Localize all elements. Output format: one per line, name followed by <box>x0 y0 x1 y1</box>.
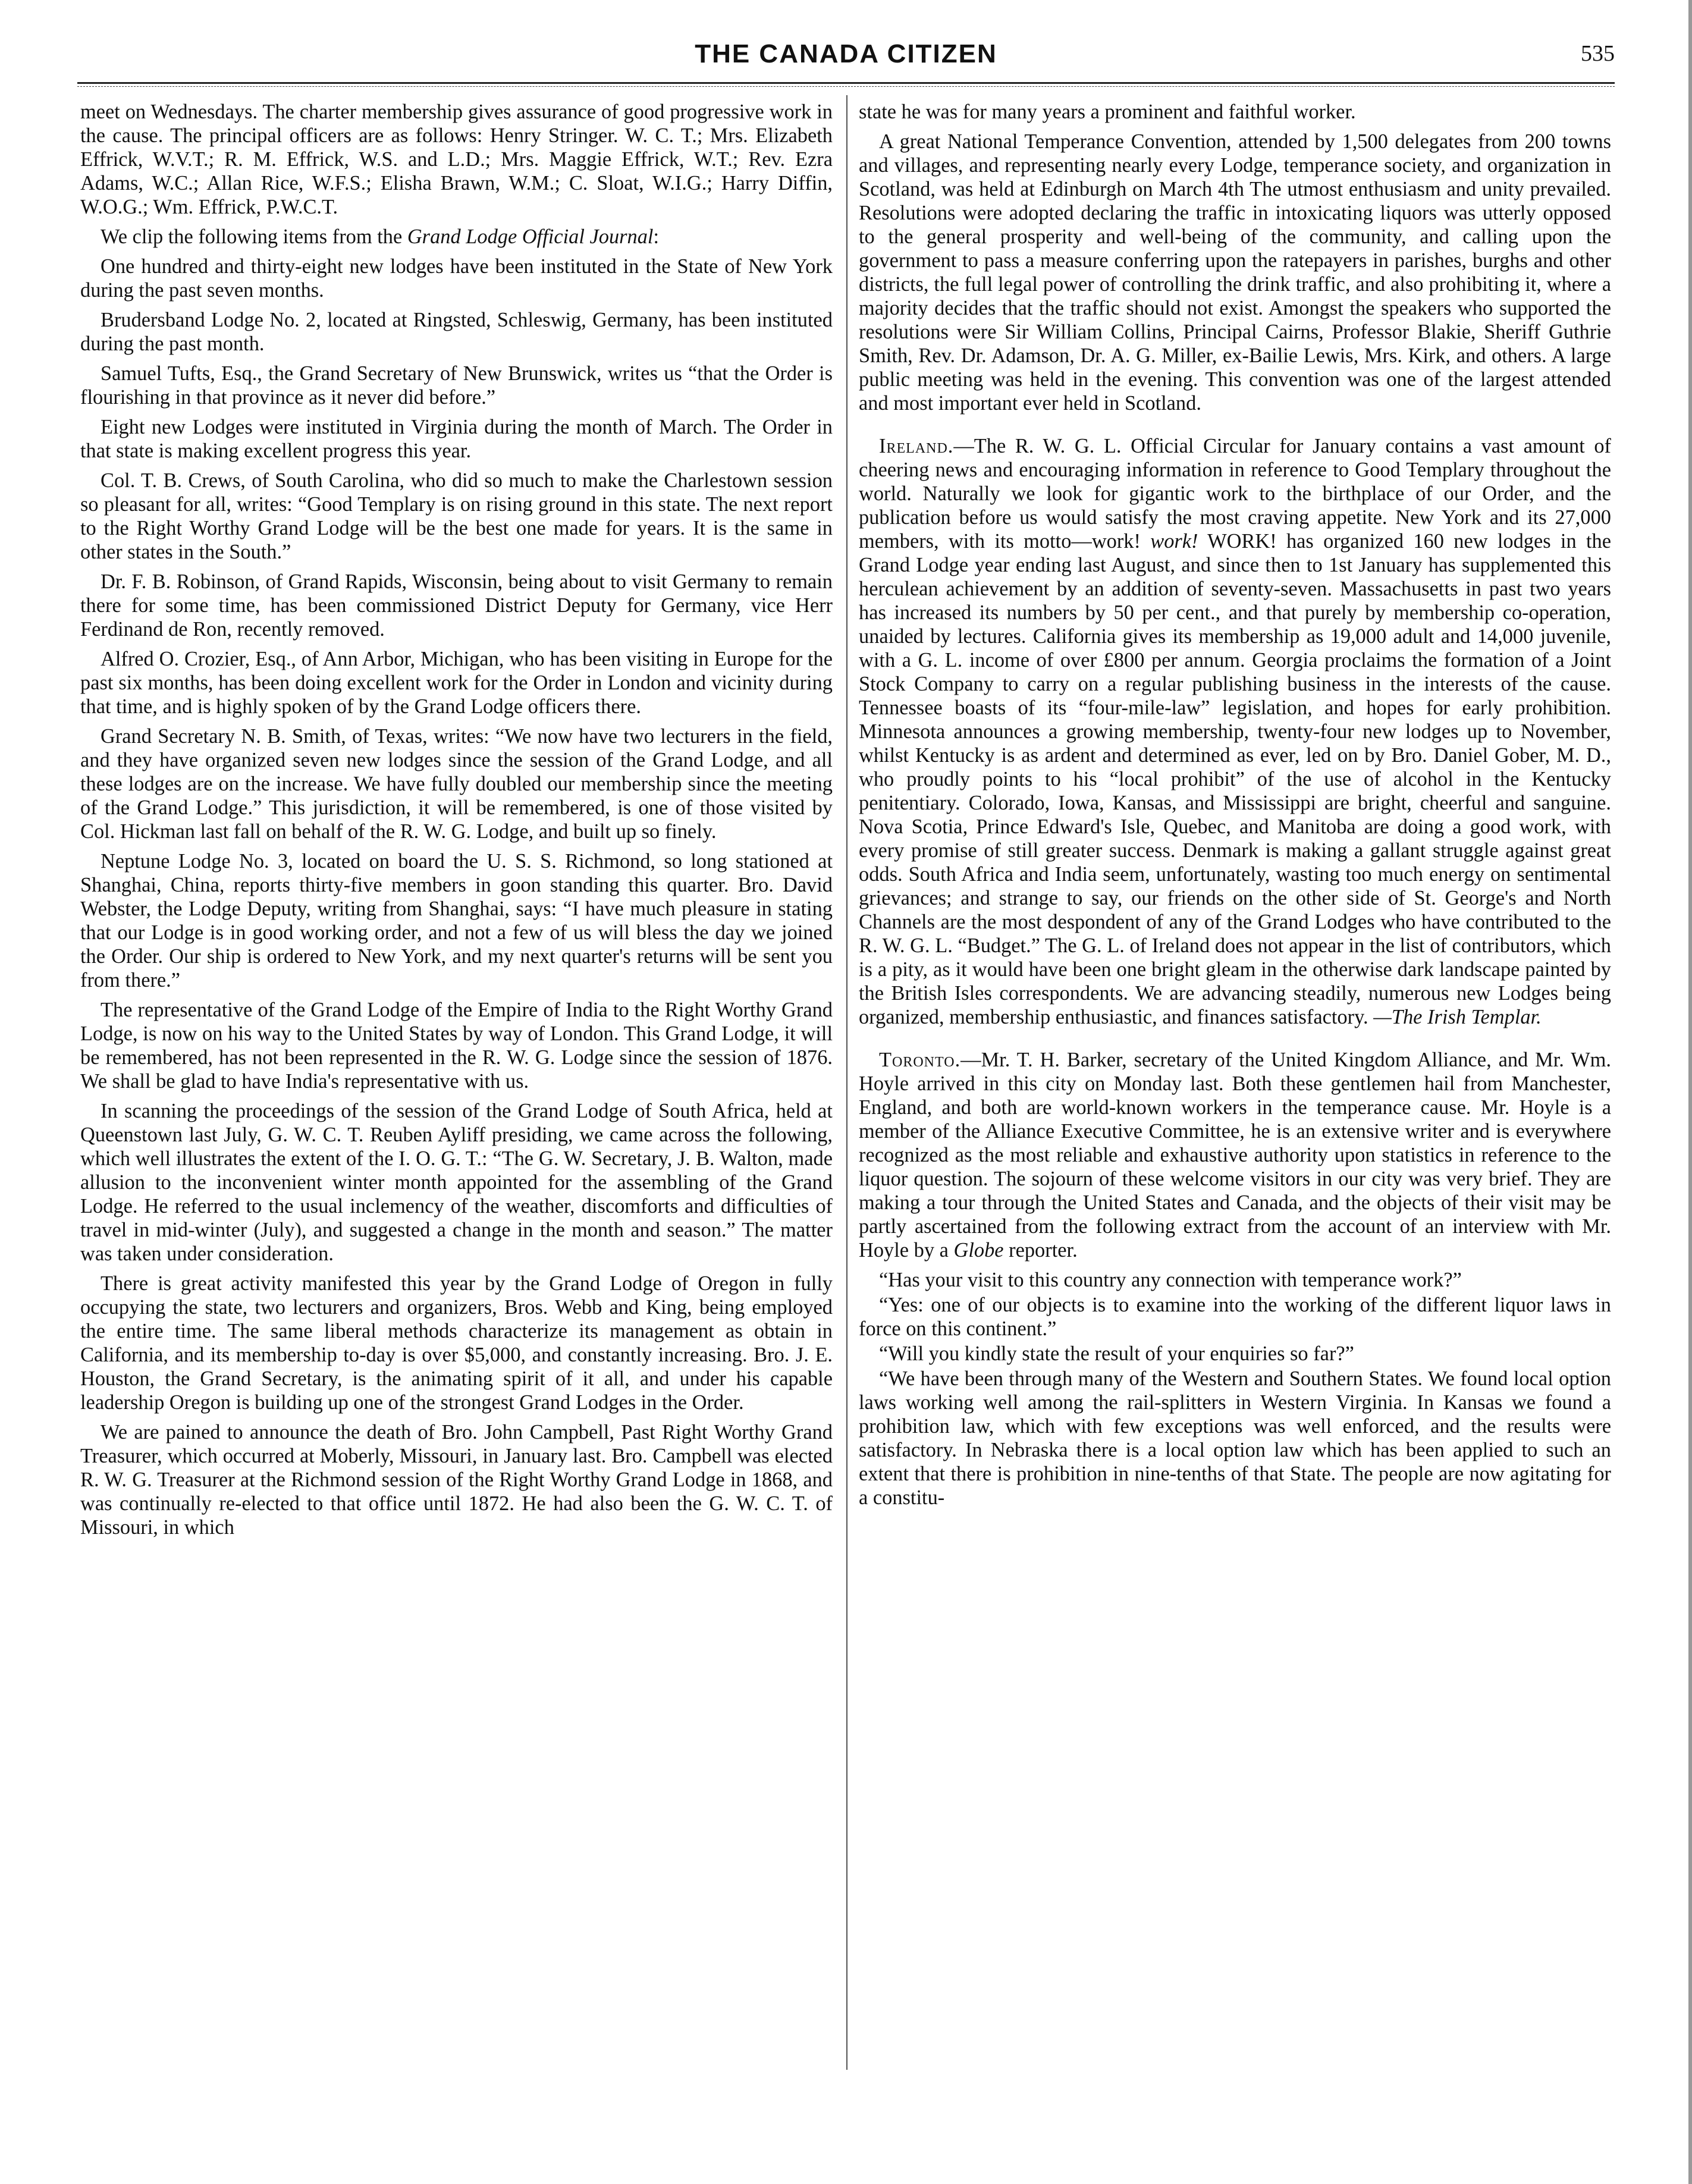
journal-title: Grand Lodge Official Journal <box>407 225 654 248</box>
page-number: 535 <box>1581 41 1615 66</box>
section-heading-toronto: Toronto. <box>879 1049 961 1071</box>
section-heading-ireland: Ireland. <box>879 435 954 457</box>
interview-question: “Will you kindly state the result of your enquiries so far?” <box>879 1342 1354 1365</box>
paragraph: The representative of the Grand Lodge of the Empire of India to the Right Worthy Grand Lodge, is now on his way to the United States by way of London. This Grand Lodge, it will be remembered, has not been represented in the R. W. G. Lodge since the session of 1876. We shall be glad to have India's representative with us. <box>80 999 833 1093</box>
paragraph: state he was for many years a prominent and faithful worker. <box>859 101 1356 123</box>
interview-answer: “Yes: one of our objects is to examine into the working of the different liquor laws in force on this continent.” <box>859 1294 1611 1340</box>
paragraph: Alfred O. Crozier, Esq., of Ann Arbor, Michigan, who has been visiting in Europe for the past six months, has been doing excellent work for the Order in London and vicinity during that time, and is highly spoken of by the Grand Lodge officers there. <box>80 648 833 718</box>
paragraph: Grand Secretary N. B. Smith, of Texas, writes: “We now have two lecturers in the field, and they have organized seven new lodges since the session of the Grand Lodge, and all these lodges are on the increase. We have fully doubled our membership since the meeting of the Grand Lodge.” This jurisdiction, it will be remembered, is one of those visited by Col. Hickman last fall on behalf of the R. W. G. Lodge, and built up so finely. <box>80 725 833 843</box>
paragraph: Dr. F. B. Robinson, of Grand Rapids, Wisconsin, being about to visit Germany to remain there for some time, has been commissioned District Deputy for Germany, vice Herr Ferdinand de Ron, recently removed. <box>80 570 833 641</box>
paragraph: Samuel Tufts, Esq., the Grand Secretary of New Brunswick, writes us “that the Order is flourishing in that province as it never did before.” <box>80 362 833 409</box>
paragraph: meet on Wednesdays. The charter membership gives assurance of good progressive work in the cause. The principal officers are as follows: Henry Stringer. W. C. T.; Mrs. Elizabeth Effrick, W.V.T.; R. M. Effrick, W.S. and L.D.; Mrs. Maggie Effrick, W.T.; Rev. Ezra Adams, W.C.; Allan Rice, W.F.S.; Elisha Brawn, W.M.; C. Sloat, W.I.G.; Harry Diffin, W.O.G.; Wm. Effrick, P.W.C.T. <box>80 101 833 218</box>
interview-question: “Has your visit to this country any connection with temperance work?” <box>879 1269 1462 1291</box>
paragraph: Eight new Lodges were instituted in Virginia during the month of March. The Order in that state is making excellent progress this year. <box>80 416 833 462</box>
paragraph: Neptune Lodge No. 3, located on board the U. S. S. Richmond, so long stationed at Shanghai, China, reports thirty-five members in goon standing this quarter. Bro. David Webster, the Lodge Deputy, writing from Shanghai, says: “I have much pleasure in stating that our Lodge is in good working order, and not a few of us will bless the day we joined the Order. Our ship is ordered to New York, and my next quarter's returns will be sent you from there.” <box>80 850 833 991</box>
paragraph-ireland: Ireland.—The R. W. G. L. Official Circular for January contains a vast amount of cheering news and encouraging information in reference to Good Templary throughout the world. Naturally we look for gigantic work to the birthplace of our Order, and the publication before us would satisfy the most craving appetite. New York and its 27,000 members, with its motto—work! work! WORK! has organized 160 new lodges in the Grand Lodge year ending last August, and since then to 1st January has supplemented this herculean achievement by an addition of seventy-seven. Massachusetts in past two years has increased its numbers by 50 per cent., and that purely by membership co-operation, unaided by lectures. California gives its membership as 19,000 adult and 14,000 juvenile, with a G. L. income of over £800 per annum. Georgia proclaims the formation of a Joint Stock Company to carry on a regular publishing business in the interests of the cause. Tennessee boasts of its “four-mile-law” legislation, and hopes for early prohibition. Minnesota announces a growing membership, twenty-four new lodges up to November, whilst Kentucky is as ardent and determined as ever, led on by Bro. Daniel Gober, M. D., who proudly points to his “local prohibit” of the use of alcohol in the Kentucky penitentiary. Colorado, Iowa, Kansas, and Mississippi are bright, cheerful and sanguine. Nova Scotia, Prince Edward's Isle, Quebec, and Manitoba are doing a good work, with every promise of still greater success. Denmark is making a gallant struggle against great odds. South Africa and India seem, unfortunately, wasting too much energy on sentimental grievances; and strange to say, our friends on the other side of St. George's and North Channels are the most despondent of any of the Grand Lodges who have contributed to the R. W. G. L. “Budget.” The G. L. of Ireland does not appear in the list of contributors, which is a pity, as it would have been one bright gleam in the otherwise dark landscape painted by the British Isles correspondents. We are advancing steadily, numerous new Lodges being organized, membership enthusiastic, and finances satisfactory. —The Irish Templar. <box>859 435 1611 1028</box>
interview-answer: “We have been through many of the Western and Southern States. We found local option laws working well among the rail-splitters in Western Virginia. In Kansas we found a prohibition law, which with few exceptions was well enforced, and the results were satisfactory. In Nebraska there is a local option law which has been applied to such an extent that there is prohibition in nine-tenths of that State. The people are now agitating for a constitu- <box>859 1367 1611 1509</box>
paragraph: We clip the following items from the Grand Lodge Official Journal: <box>101 225 660 248</box>
source-attribution: —The Irish Templar. <box>1373 1006 1542 1028</box>
paragraph: A great National Temperance Convention, attended by 1,500 delegates from 200 towns and villages, and representing nearly every Lodge, temperance society, and organization in Scotland, was held at Edinburgh on March 4th The utmost enthusiasm and unity prevailed. Resolutions were adopted declaring the traffic in intoxicating liquors was utterly opposed to the general prosperity and well-being of the community, and calling upon the government to pass a measure conferring upon the ratepayers in parishes, burghs and other districts, the full legal power of controlling the drink traffic, and also prohibiting it, where a majority decides that the traffic should not exist. Amongst the speakers who supported the resolutions were Sir William Collins, Principal Cairns, Professor Blakie, Sheriff Guthrie Smith, Rev. Dr. Adamson, Dr. A. G. Miller, ex-Bailie Lewis, Mrs. Kirk, and others. A large public meeting was held in the evening. This convention was one of the largest attended and most important ever held in Scotland. <box>859 130 1611 415</box>
publication-title: THE CANADA CITIZEN <box>695 39 997 68</box>
paragraph: In scanning the proceedings of the session of the Grand Lodge of South Africa, held at Queenstown last July, G. W. C. T. Reuben Ayliff presiding, we came across the following, which well illustrates the extent of the I. O. G. T.: “The G. W. Secretary, J. B. Walton, made allusion to the inconvenient winter month appointed for the assembling of the Grand Lodge. He referred to the usual inclemency of the weather, discomforts and difficulties of travel in mid-winter (July), and suggested a change in the month and season.” The matter was taken under consideration. <box>80 1100 833 1265</box>
paragraph: One hundred and thirty-eight new lodges have been instituted in the State of New York during the past seven months. <box>80 255 833 302</box>
paragraph: There is great activity manifested this year by the Grand Lodge of Oregon in fully occupying the state, two lecturers and organizers, Bros. Webb and King, being employed the entire time. The same liberal methods characterize its management as obtain in California, and its membership to-day is over $5,000, and constantly increasing. Bro. J. E. Houston, the Grand Secretary, is the animating spirit of it all, and under his capable leadership Oregon is building up one of the strongest Grand Lodges in the Order. <box>80 1272 833 1414</box>
paragraph-toronto: Toronto.—Mr. T. H. Barker, secretary of the United Kingdom Alliance, and Mr. Wm. Hoyle arrived in this city on Monday last. Both these gentlemen hail from Manchester, England, and both are world-known workers in the temperance cause. Mr. Hoyle is a member of the Alliance Executive Committee, he is an extensive writer and is everywhere recognized as the most reliable and exhaustive authority upon statistics in reference to the liquor question. The sojourn of these welcome visitors in our city was very brief. They are making a tour through the United States and Canada, and the objects of their visit may be partly ascertained from the following extract from the account of an interview with Mr. Hoyle by a Globe reporter. <box>859 1049 1611 1262</box>
paragraph: Col. T. B. Crews, of South Carolina, who did so much to make the Charlestown session so pleasant for all, writes: “Good Templary is on rising ground in this state. The next report to the Right Worthy Grand Lodge will be the best one made for years. It is the same in other states in the South.” <box>80 469 833 563</box>
paragraph: Brudersband Lodge No. 2, located at Ringsted, Schleswig, Germany, has been instituted during the past month. <box>80 309 833 355</box>
paragraph: We are pained to announce the death of Bro. John Campbell, Past Right Worthy Grand Treasurer, which occurred at Moberly, Missouri, in January last. Bro. Campbell was elected R. W. G. Treasurer at the Richmond session of the Right Worthy Grand Lodge in 1868, and was continually re-elected to that office until 1872. He had also been the G. W. C. T. of Missouri, in which <box>80 1421 833 1539</box>
